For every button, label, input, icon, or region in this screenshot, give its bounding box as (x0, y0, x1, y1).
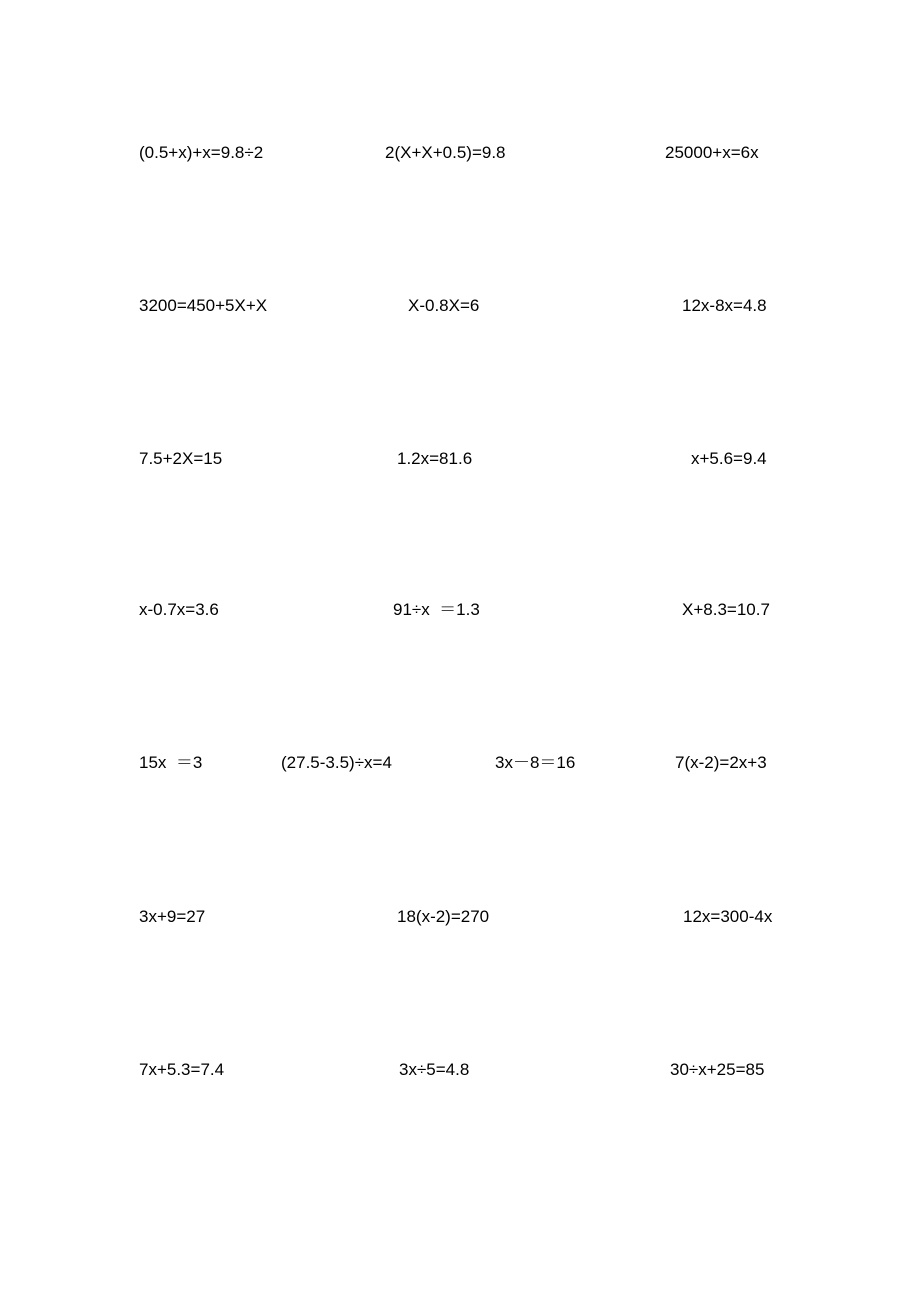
equation: 3x÷5=4.8 (399, 1060, 470, 1079)
equation: (0.5+x)+x=9.8÷2 (139, 143, 264, 162)
equation: 18(x-2)=270 (397, 907, 490, 926)
equation: 25000+x=6x (665, 143, 759, 162)
equation: 12x=300-4x (683, 907, 773, 926)
equation: 3x+9=27 (139, 907, 206, 926)
equation: (27.5-3.5)÷x=4 (281, 753, 392, 772)
equation: 12x-8x=4.8 (682, 296, 767, 315)
equation: 3x－8＝16 (495, 753, 576, 772)
equation: x+5.6=9.4 (691, 449, 767, 468)
equation: 91÷x ＝1.3 (393, 600, 480, 619)
equation: 7x+5.3=7.4 (139, 1060, 225, 1079)
equation: 7.5+2X=15 (139, 449, 223, 468)
equation: X-0.8X=6 (408, 296, 480, 315)
equation: 30÷x+25=85 (670, 1060, 765, 1079)
equation: 3200=450+5X+X (139, 296, 268, 315)
equation: 1.2x=81.6 (397, 449, 473, 468)
equation: 15x ＝3 (139, 753, 203, 772)
equation: 7(x-2)=2x+3 (675, 753, 767, 772)
equation: 2(X+X+0.5)=9.8 (385, 143, 506, 162)
equation: x-0.7x=3.6 (139, 600, 219, 619)
equation: X+8.3=10.7 (682, 600, 770, 619)
